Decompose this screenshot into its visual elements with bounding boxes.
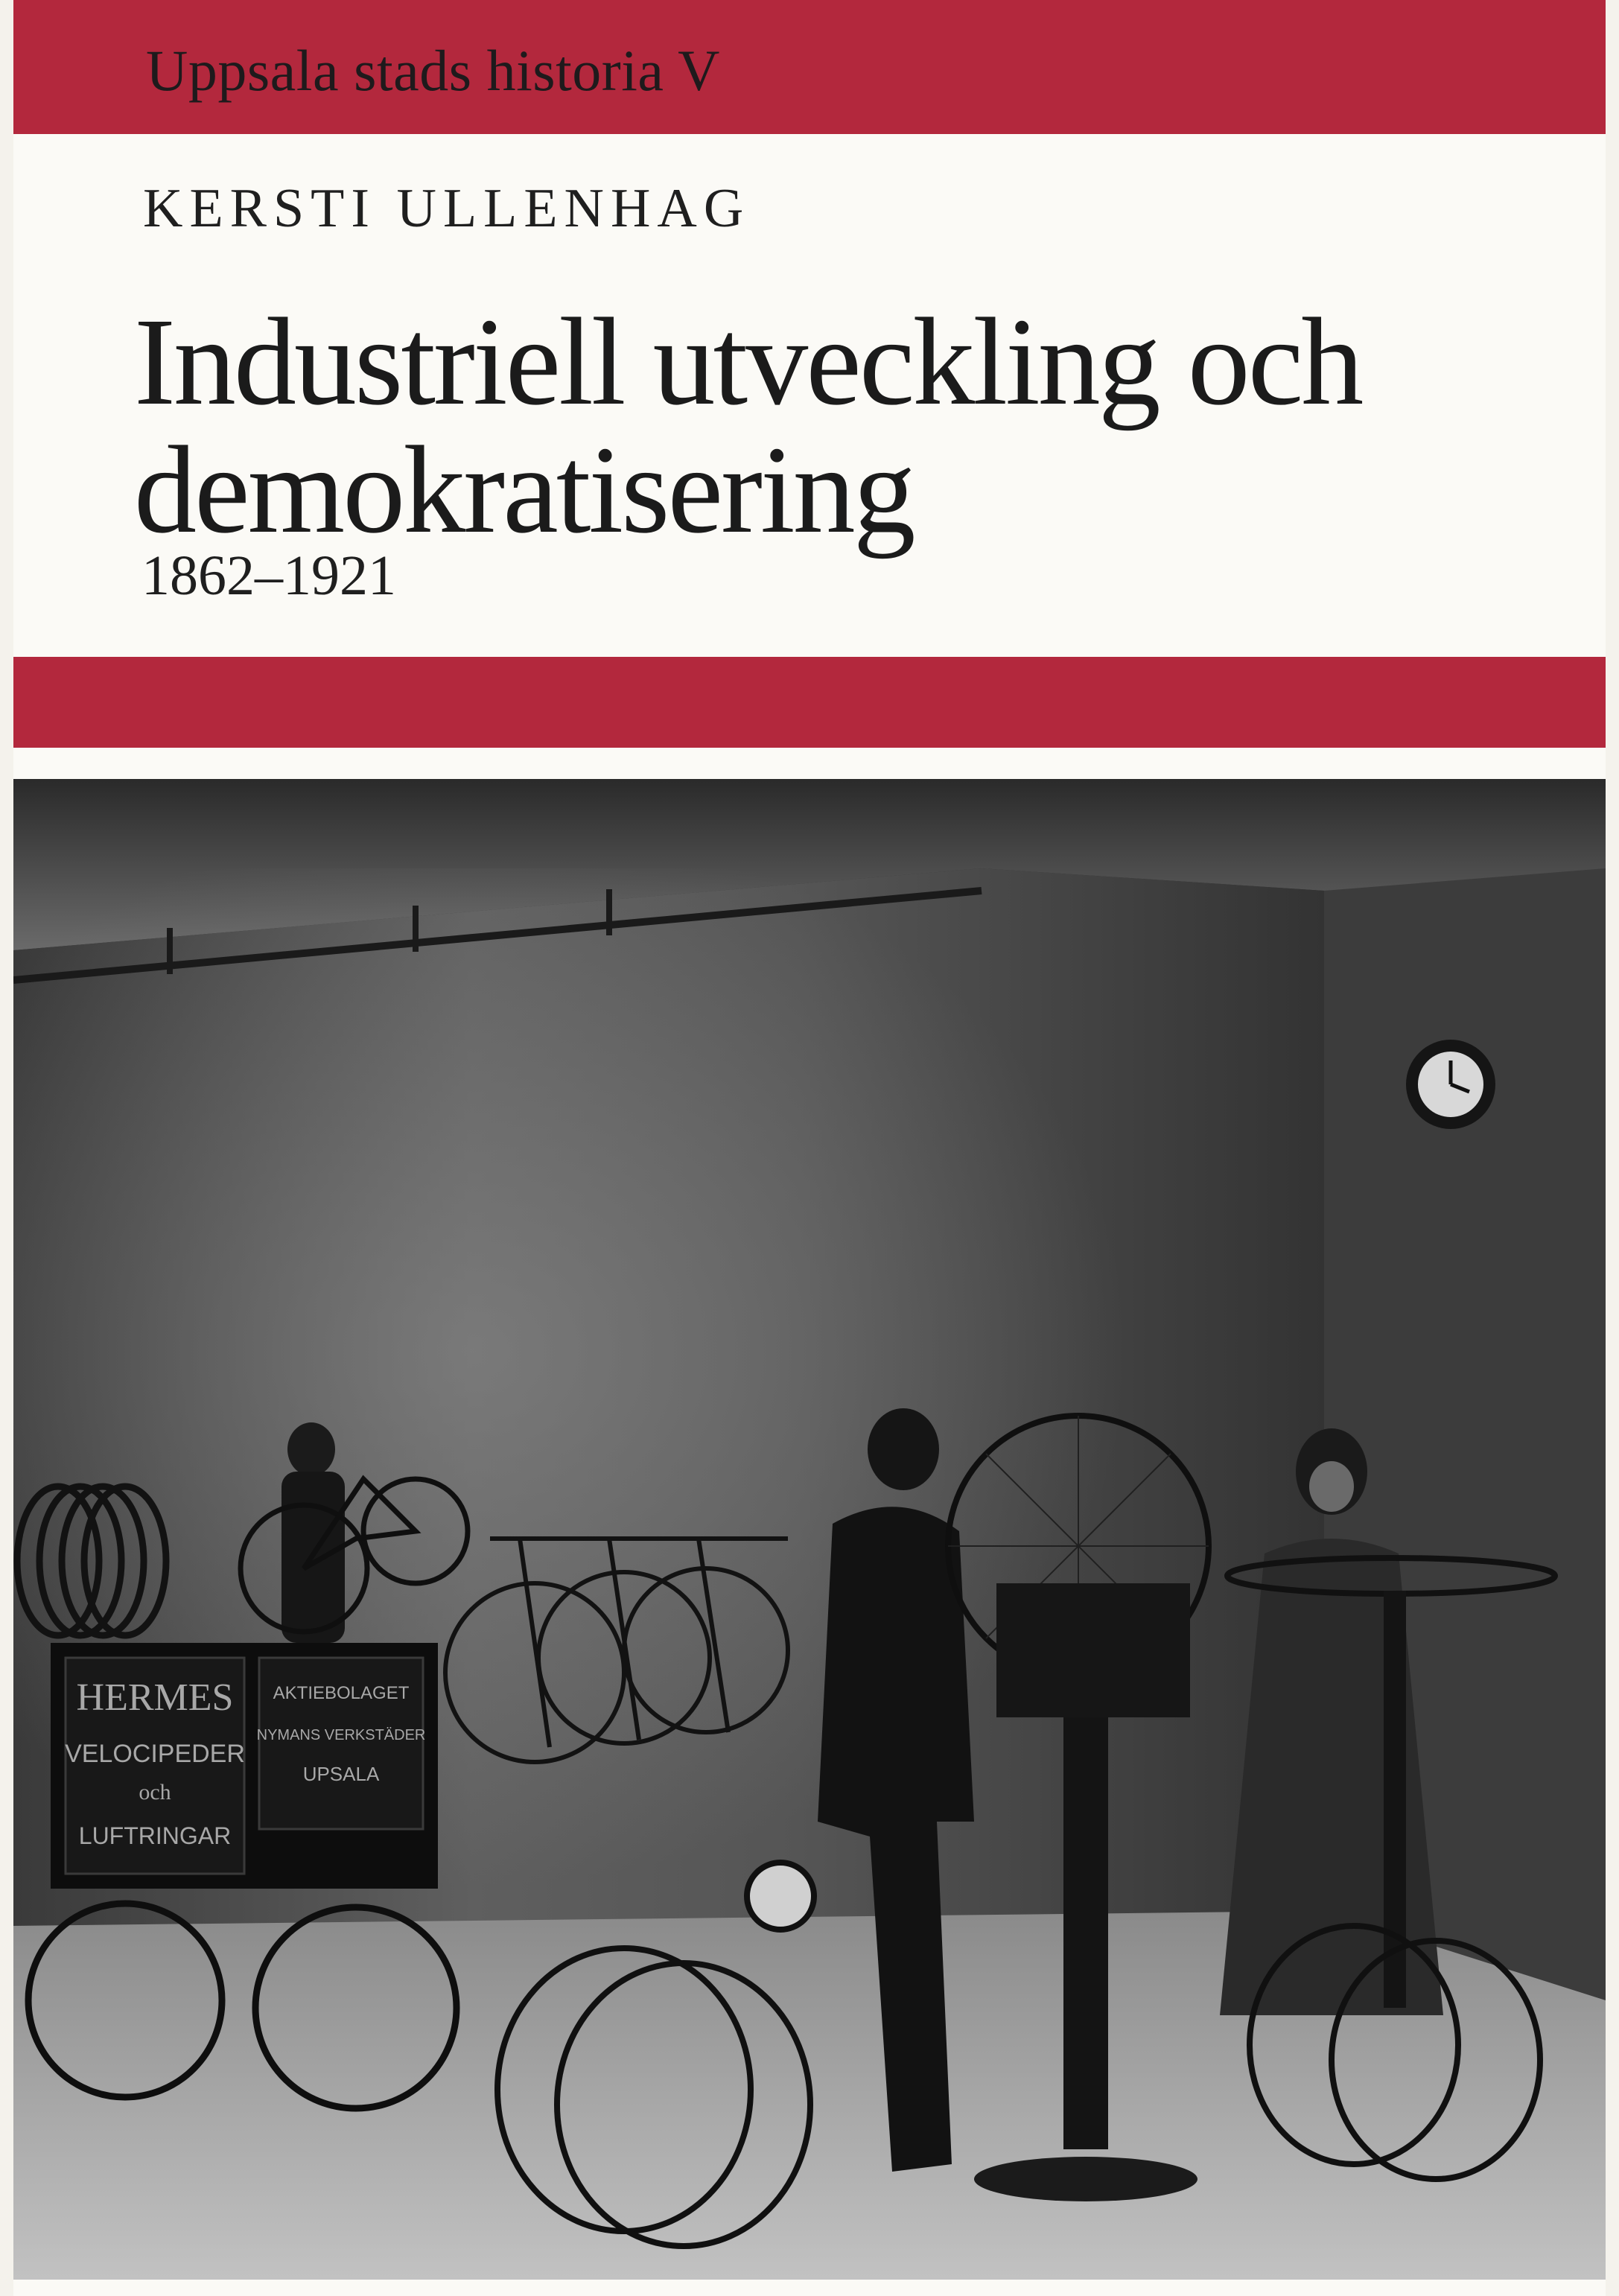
cart-sign-luftringar: LUFTRINGAR: [78, 1822, 232, 1849]
middle-red-band: [0, 657, 1619, 748]
year-range: 1862–1921: [141, 544, 396, 607]
book-title-line-2: demokratisering: [134, 421, 914, 559]
cart-sign-nymans: NYMANS VERKSTÄDER: [256, 1727, 426, 1743]
series-title: Uppsala stads historia V: [146, 38, 720, 103]
cart-sign-upsala: UPSALA: [302, 1763, 380, 1785]
book-title: [134, 293, 1549, 559]
book-title-line-1: Industriell utveckling och: [134, 293, 1362, 431]
author-name: KERSTI ULLENHAG: [143, 178, 751, 239]
wall-clock: [1406, 1040, 1495, 1129]
cart-sign-aktiebolaget: AKTIEBOLAGET: [273, 1683, 410, 1703]
cart-sign-velocipeder: VELOCIPEDER: [65, 1740, 245, 1768]
cart-sign-och: och: [139, 1780, 171, 1804]
workshop-photograph: [13, 779, 1606, 2280]
cart-sign-hermes: HERMES: [76, 1676, 234, 1719]
cover-right-edge: [1606, 0, 1619, 2296]
cover-left-edge: [0, 0, 13, 2296]
